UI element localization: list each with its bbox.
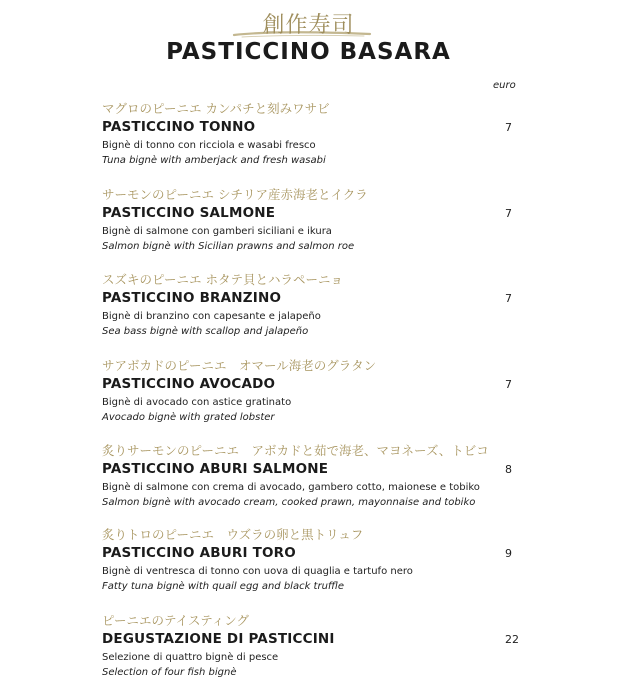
item-price: 7	[505, 378, 512, 391]
item-description-english: Sea bass bignè with scallop and jalapeño	[102, 326, 309, 337]
currency-label: euro	[493, 80, 516, 91]
menu-item-aburi-salmone	[102, 442, 522, 510]
item-name: PASTICCINO TONNO	[102, 119, 256, 135]
item-description-italian: Bignè di tonno con ricciola e wasabi fresco	[102, 140, 316, 151]
item-price: 7	[505, 207, 512, 220]
menu-title-japanese: 創作寿司	[262, 13, 355, 38]
item-description-english: Selection of four fish bignè	[102, 667, 237, 678]
item-japanese-name: スズキのピーニエ ホタテ貝とハラペーニョ	[102, 272, 343, 287]
item-price: 7	[505, 121, 512, 134]
item-description-italian: Bignè di ventresca di tonno con uova di quaglia e tartufo nero	[102, 566, 413, 577]
item-price: 9	[505, 547, 512, 560]
menu-item-avocado	[102, 357, 522, 425]
item-description-italian: Bignè di branzino con capesante e jalapeño	[102, 311, 321, 322]
item-japanese-name: サアボカドのピーニエ オマール海老のグラタン	[102, 358, 377, 373]
item-name: PASTICCINO AVOCADO	[102, 376, 276, 392]
item-name: PASTICCINO SALMONE	[102, 205, 276, 221]
item-price: 7	[505, 292, 512, 305]
item-price: 8	[505, 463, 512, 476]
item-japanese-name: マグロのピーニエ カンパチと刻みワサビ	[102, 101, 330, 116]
item-name: PASTICCINO ABURI SALMONE	[102, 461, 329, 477]
item-japanese-name: サーモンのピーニエ シチリア産赤海老とイクラ	[102, 187, 368, 202]
item-description-english: Salmon bignè with Sicilian prawns and salmon roe	[102, 241, 355, 252]
item-description-italian: Bignè di avocado con astice gratinato	[102, 397, 292, 408]
item-price: 22	[505, 633, 519, 646]
menu-item-branzino	[102, 271, 522, 339]
item-description-english: Tuna bignè with amberjack and fresh wasabi	[102, 155, 326, 166]
item-description-italian: Selezione di quattro bignè di pesce	[102, 652, 279, 663]
menu-item-tonno	[102, 100, 522, 168]
item-name: PASTICCINO BRANZINO	[102, 290, 282, 306]
menu-item-salmone	[102, 186, 522, 254]
menu-item-degustazione	[102, 612, 522, 680]
item-japanese-name: 炙りサーモンのピーニエ アボカドと茹で海老、マヨネーズ、トビコ	[102, 443, 489, 458]
menu-title: PASTICCINO BASARA	[166, 39, 451, 65]
item-description-italian: Bignè di salmone con gamberi siciliani e ikura	[102, 226, 332, 237]
item-description-english: Salmon bignè with avocado cream, cooked prawn, mayonnaise and tobiko	[102, 497, 476, 508]
item-name: PASTICCINO ABURI TORO	[102, 545, 296, 561]
item-japanese-name: ピーニエのテイスティング	[102, 613, 250, 628]
item-description-english: Avocado bignè with grated lobster	[102, 412, 275, 423]
item-description-english: Fatty tuna bignè with quail egg and black truffle	[102, 581, 345, 592]
item-japanese-name: 炙りトロのピーニエ ウズラの卵と黒トリュフ	[102, 527, 364, 542]
item-name: DEGUSTAZIONE DI PASTICCINI	[102, 631, 335, 647]
item-description-italian: Bignè di salmone con crema di avocado, gambero cotto, maionese e tobiko	[102, 482, 480, 493]
menu-item-aburi-toro	[102, 526, 522, 594]
